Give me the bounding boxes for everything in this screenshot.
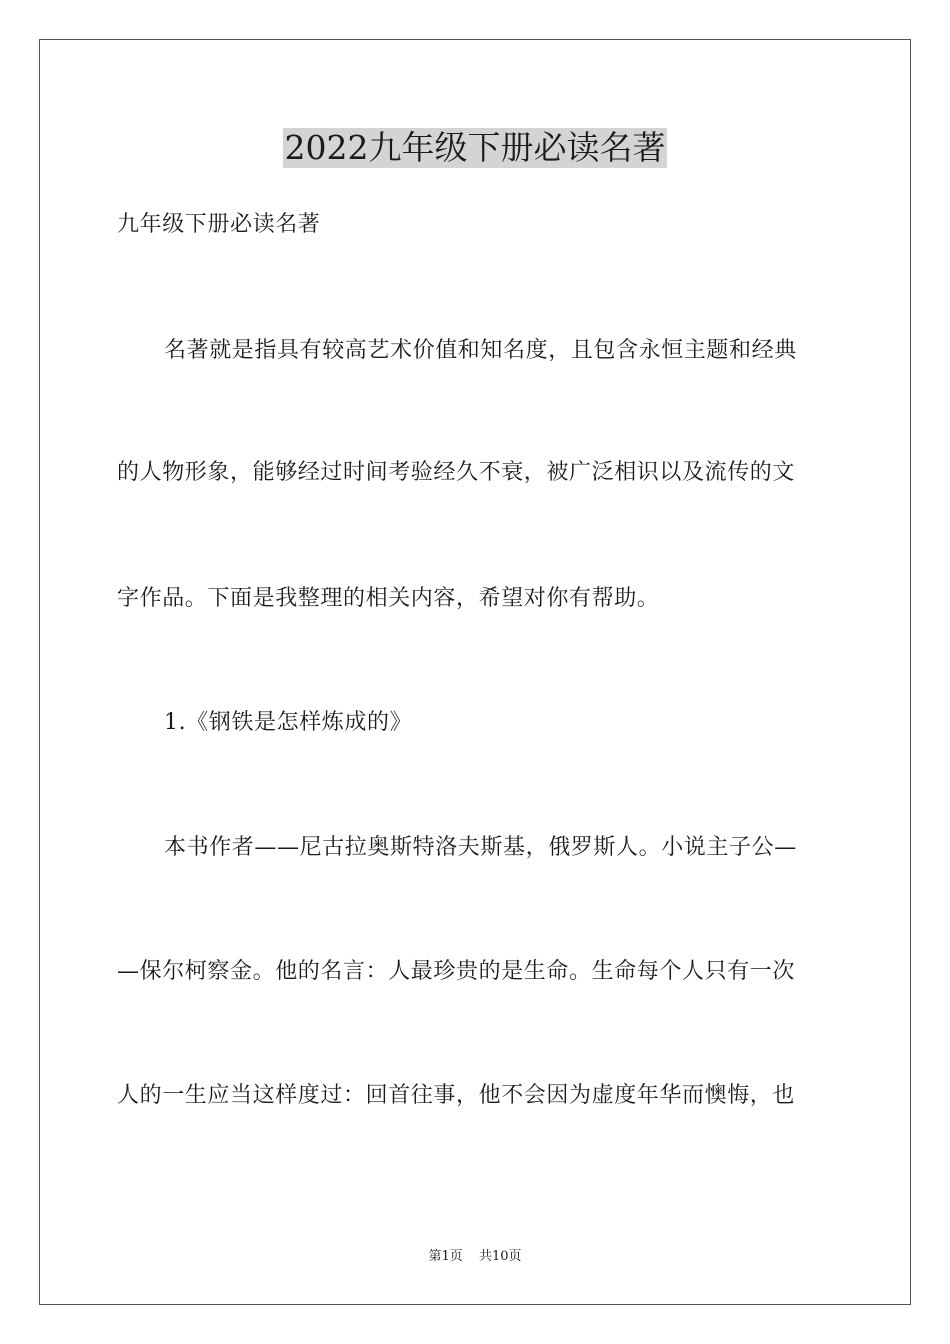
paragraph-line: 字作品。下面是我整理的相关内容，希望对你有帮助。 bbox=[117, 586, 660, 611]
paragraph-line: 的人物形象，能够经过时间考验经久不衰，被广泛相识以及流传的文 bbox=[117, 460, 796, 485]
document-subtitle: 九年级下册必读名著 bbox=[117, 212, 321, 237]
paragraph-line: 本书作者——尼古拉奥斯特洛夫斯基，俄罗斯人。小说主子公— bbox=[164, 835, 797, 860]
section-heading: 1.《钢铁是怎样炼成的》 bbox=[164, 710, 413, 735]
paragraph-line: 人的一生应当这样度过：回首往事，他不会因为虚度年华而懊悔，也 bbox=[117, 1083, 796, 1108]
page-number: 第1页 bbox=[428, 1249, 463, 1264]
document-title: 2022九年级下册必读名著 bbox=[284, 128, 666, 167]
page-footer bbox=[0, 1248, 950, 1266]
page-total: 共10页 bbox=[478, 1249, 522, 1264]
paragraph-line: —保尔柯察金。他的名言：人最珍贵的是生命。生命每个人只有一次 bbox=[117, 959, 796, 984]
title-container bbox=[0, 128, 950, 168]
paragraph-line: 名著就是指具有较高艺术价值和知名度，且包含永恒主题和经典 bbox=[164, 338, 797, 363]
